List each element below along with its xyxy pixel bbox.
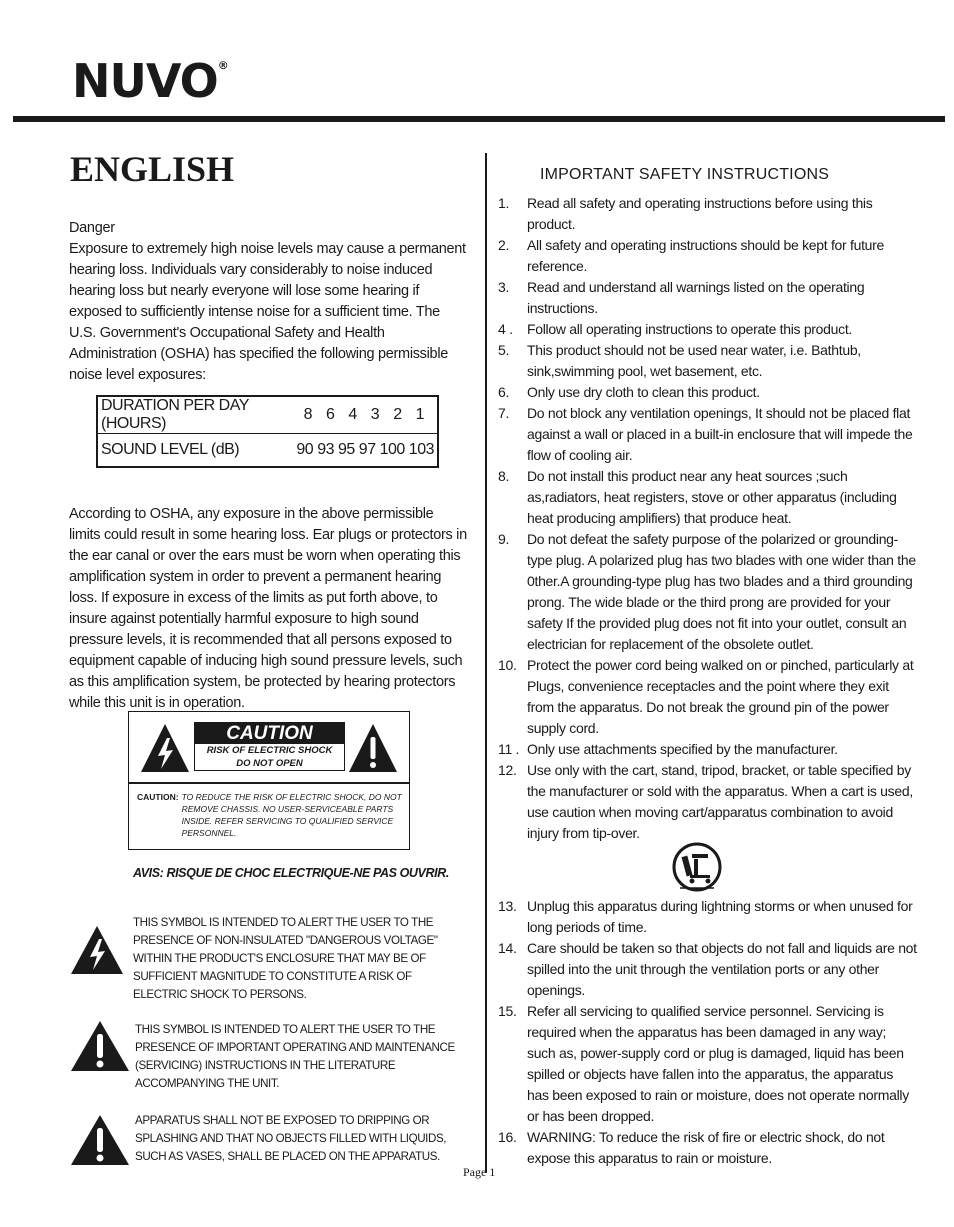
instruction-text: Care should be taken so that objects do not fall and liquids are not spilled into the unit through the ventilation ports or any other openings. (527, 940, 917, 998)
caution-sub-1: RISK OF ELECTRIC SHOCK (206, 745, 333, 756)
instruction-item (498, 193, 918, 235)
caution-sub-2: DO NOT OPEN (236, 758, 303, 769)
sound-level-value: 97 (358, 441, 376, 458)
noise-level-table (96, 395, 439, 468)
instruction-item (498, 896, 918, 938)
instruction-item (498, 466, 918, 529)
instruction-item (498, 277, 918, 319)
instruction-number: 16. (498, 1129, 517, 1145)
instruction-item (498, 938, 918, 1001)
instruction-text: Only use dry cloth to clean this product. (527, 384, 760, 400)
instruction-number: 4 . (498, 321, 513, 337)
page-number: Page 1 (463, 1165, 496, 1179)
sound-level-value: 93 (317, 441, 334, 458)
instruction-number: 13. (498, 898, 517, 914)
instruction-text: Do not defeat the safety purpose of the polarized or grounding-type plug. A polarized plug has two blades with one wider than the 0ther.A grounding-type plug has two blades and a third grounding prong. The wide blade or the third prong are provided for your safety If the provided plug does not fit into your outlet, consult an electrician for replacement of the obsolete outlet. (527, 531, 916, 652)
instruction-item (498, 1127, 918, 1169)
instruction-text: Read and understand all warnings listed on the operating instructions. (527, 279, 865, 316)
instruction-text: Do not block any ventilation openings, It should not be placed flat against a wall or placed in a built-in enclosure that will impede the flow of cooling air. (527, 405, 913, 463)
danger-section (69, 218, 469, 386)
duration-label: DURATION PER DAY (HOURS) (97, 396, 293, 434)
instruction-number: 2. (498, 237, 510, 253)
exclamation-icon (70, 1114, 130, 1166)
lightning-icon (70, 925, 124, 975)
page-title: ENGLISH (70, 149, 235, 189)
danger-heading: Danger (69, 220, 115, 236)
instructions-heading: IMPORTANT SAFETY INSTRUCTIONS (540, 166, 830, 183)
instruction-text: This product should not be used near water, i.e. Bathtub, sink,swimming pool, wet basement, etc. (527, 342, 861, 379)
symbol-note-liquids: APPARATUS SHALL NOT BE EXPOSED TO DRIPPING OR SPLASHING AND THAT NO OBJECTS FILLED WITH LIQUIDS, SUCH AS VASES, SHALL BE PLACED ON THE APPARATUS. (135, 1114, 447, 1163)
caution-divider (129, 782, 409, 784)
caution-notice (137, 791, 407, 839)
instruction-text: All safety and operating instructions should be kept for future reference. (527, 237, 884, 274)
duration-value: 1 (415, 406, 424, 423)
instruction-text: Protect the power cord being walked on or pinched, particularly at Plugs, convenience receptacles and the point where they exit from the apparatus. Do not break the ground pin of the power supply cord. (527, 657, 914, 736)
nuvo-logo: NUVO® (72, 54, 228, 108)
instruction-item (498, 529, 918, 655)
lightning-triangle-icon (139, 722, 191, 774)
instruction-number: 12. (498, 762, 517, 778)
symbol-note-instructions: THIS SYMBOL IS INTENDED TO ALERT THE USER TO THE PRESENCE OF IMPORTANT OPERATING AND MAINTENANCE (SERVICING) INSTRUCTIONS IN THE LITERATURE ACCOMPANYING THE UNIT. (135, 1023, 455, 1090)
column-divider (485, 153, 487, 1173)
instruction-text: Only use attachments specified by the manufacturer. (527, 741, 838, 757)
danger-body: Exposure to extremely high noise levels may cause a permanent hearing loss. Individuals vary considerably to noise induced hearing loss but nearly everyone will lose some hearing if exposed to sufficiently intense noise for a sufficient time. The U.S. Government's Occupational Safety and Health Administration (OSHA) has specified the following permissible noise level exposures: (69, 241, 466, 383)
instruction-number: 10. (498, 657, 517, 673)
instruction-number: 11 . (498, 741, 520, 757)
sound-level-label: SOUND LEVEL (dB) (101, 441, 240, 458)
instruction-text: Refer all servicing to qualified service personnel. Servicing is required when the apparatus has been damaged in any way; such as, power-supply cord or plug is damaged, liquid has been spilled or objects have fallen into the apparatus, the apparatus has been exposed to rain or moisture, does not operate normally or has been dropped. (527, 1003, 909, 1124)
instruction-number: 7. (498, 405, 510, 421)
sound-level-value: 100 (379, 441, 405, 458)
instruction-text: Read all safety and operating instructions before using this product. (527, 195, 873, 232)
caution-label-box (128, 711, 410, 850)
sound-level-value: 103 (408, 441, 434, 458)
instruction-number: 1. (498, 195, 510, 211)
instruction-number: 3. (498, 279, 510, 295)
instruction-number: 9. (498, 531, 510, 547)
instruction-text: Follow all operating instructions to operate this product. (527, 321, 853, 337)
symbol-note-voltage: THIS SYMBOL IS INTENDED TO ALERT THE USER TO THE PRESENCE OF NON-INSULATED "DANGEROUS VOLTAGE" WITHIN THE PRODUCT'S ENCLOSURE THAT MAY BE OF SUFFICIENT MAGNITUDE TO CONSTITUTE A RISK OF ELECTRIC SHOCK TO PERSONS. (133, 916, 438, 1001)
exclamation-icon (70, 1020, 130, 1072)
sound-level-value: 95 (338, 441, 355, 458)
duration-value: 6 (325, 406, 335, 423)
instruction-item (498, 340, 918, 382)
instruction-item (498, 655, 918, 739)
instruction-item (498, 739, 918, 760)
instruction-text: WARNING: To reduce the risk of fire or electric shock, do not expose this apparatus to rain or moisture. (527, 1129, 885, 1166)
exclamation-triangle-icon (347, 722, 399, 774)
instruction-item (498, 403, 918, 466)
instruction-item (498, 235, 918, 277)
duration-values (296, 406, 434, 424)
sound-level-value: 90 (296, 441, 314, 458)
instructions-list (498, 193, 918, 1169)
duration-value: 2 (393, 406, 402, 423)
instruction-text: Do not install this product near any heat sources ;such as,radiators, heat registers, stove or other apparatus (including heat producing amplifiers) that produce heat. (527, 468, 897, 526)
instruction-item (498, 319, 918, 340)
instruction-text: Use only with the cart, stand, tripod, bracket, or table specified by the manufacturer or sold with the apparatus. When a cart is used, use caution when moving cart/apparatus combination to avoid injury from tip-over. (527, 762, 913, 841)
duration-value: 4 (348, 406, 357, 423)
osha-paragraph: According to OSHA, any exposure in the above permissible limits could result in some hearing loss. Ear plugs or protectors in the ear canal or over the ears must be worn when operating this amplification system in order to prevent a permanent hearing loss. If exposure in excess of the limits as put forth above, to insure against potentially harmful exposure to high sound pressure levels, it is recommended that all persons exposed to equipment capable of inducing high sound pressure levels, such as this amplification system, be protected by hearing protectors while this unit is in operation. (69, 506, 467, 711)
instruction-item (498, 1001, 918, 1127)
avis-warning: AVIS: RISQUE DE CHOC ELECTRIQUE-NE PAS OUVRIR. (133, 866, 449, 880)
caution-label (194, 722, 345, 771)
instruction-number: 5. (498, 342, 510, 358)
caution-notice-label: CAUTION: (137, 792, 179, 802)
cart-warning-icon (668, 842, 726, 892)
caution-heading: CAUTION (195, 723, 344, 744)
instruction-text: Unplug this apparatus during lightning storms or when unused for long periods of time. (527, 898, 913, 935)
instruction-number: 15. (498, 1003, 517, 1019)
sound-level-values (296, 441, 434, 459)
instruction-item (498, 382, 918, 403)
duration-value: 3 (370, 406, 380, 423)
instruction-number: 14. (498, 940, 517, 956)
instruction-number: 8. (498, 468, 510, 484)
table-row (97, 434, 438, 468)
instruction-number: 6. (498, 384, 510, 400)
duration-value: 8 (303, 406, 312, 423)
header-rule (13, 116, 945, 122)
caution-notice-text: TO REDUCE THE RISK OF ELECTRIC SHOCK, DO NOT REMOVE CHASSIS. NO USER-SERVICEABLE PARTS INSIDE. REFER SERVICING TO QUALIFIED SERVICE PERSONNEL. (181, 792, 402, 838)
table-row (97, 396, 438, 434)
